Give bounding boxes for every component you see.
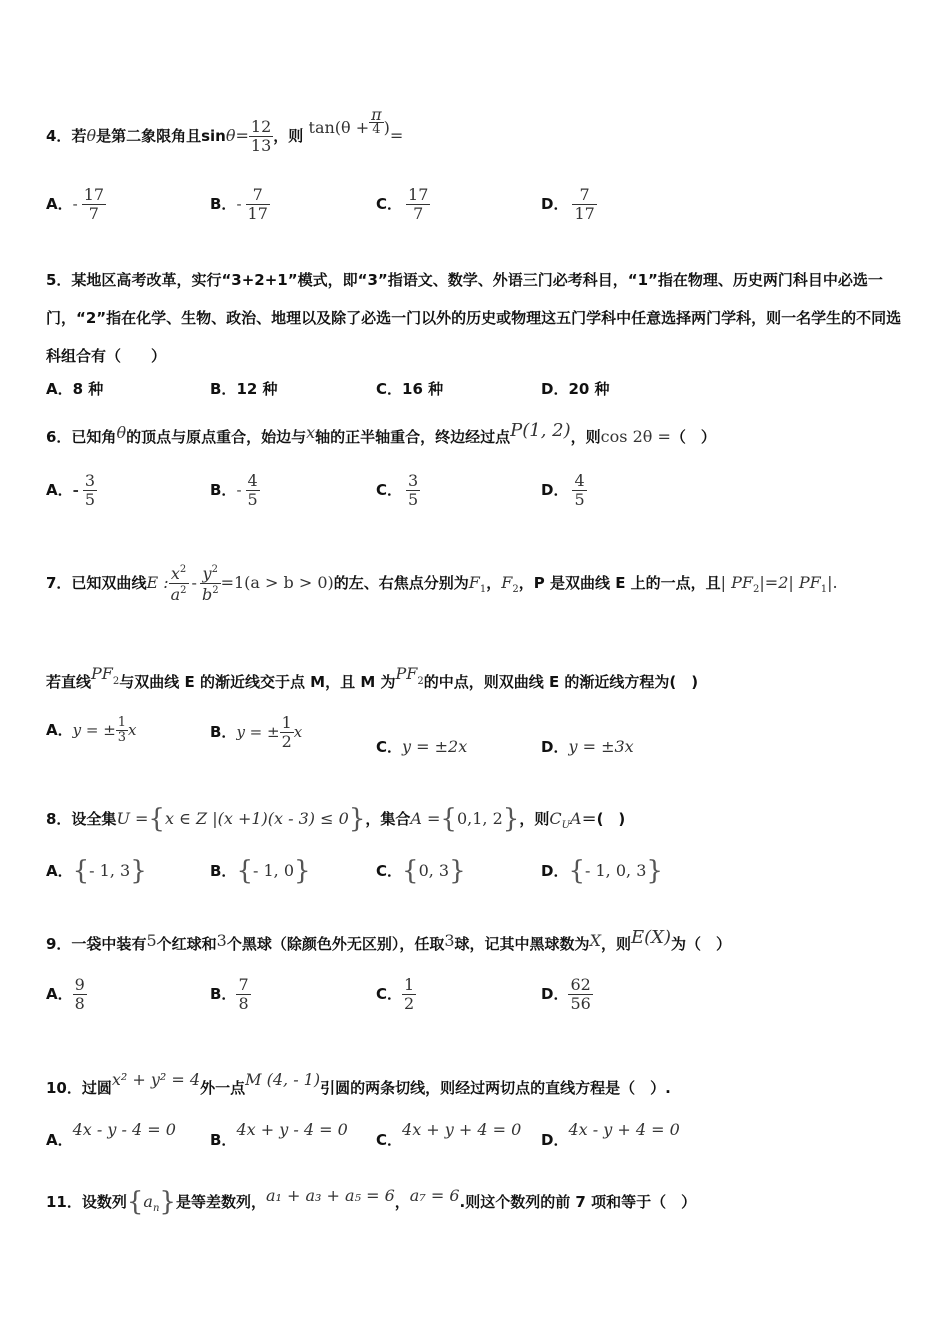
q7-option-a[interactable]: A．y = ± $\frac{1}{3}$ x: [46, 715, 137, 745]
q10-option-c[interactable]: C．4x + y + 4 = 0: [376, 1120, 522, 1149]
q6-option-a[interactable]: A．- $\frac{3}{5}$: [46, 471, 96, 509]
q8-option-d[interactable]: D．{- 1, 0, 3}: [541, 856, 663, 886]
q5-option-d[interactable]: D．20 种: [541, 380, 610, 398]
q8-option-c[interactable]: C．{0, 3}: [376, 856, 466, 886]
q4-option-b[interactable]: B．- $\frac{7}{17}$: [210, 185, 268, 223]
q9-option-b[interactable]: B． $\frac{7}{8}$: [210, 975, 249, 1013]
q8-option-a[interactable]: A．{- 1, 3}: [46, 856, 147, 886]
q6-option-c[interactable]: C． $\frac{3}{5}$: [376, 471, 419, 509]
question-11: 11．设数列$\{a_n\}$是等差数列，a₁ + a₃ + a₅ = 6，a₇ = 6.则这个数列的前 7 项和等于（ ）: [46, 1186, 697, 1217]
question-8: 8．设全集U ={x ∈ Z |(x +1)(x - 3) ≤ 0}，集合A ={0,1, 2}，则$C_UA=$( ): [46, 804, 626, 834]
q8-option-b[interactable]: B．{- 1, 0}: [210, 856, 311, 886]
q7-option-b[interactable]: B．y = ± $\frac{1}{2}$ x: [210, 713, 303, 751]
question-6: 6．已知角θ的顶点与原点重合，始边与x轴的正半轴重合，终边经过点P(1, 2)，则cos 2θ =（ ）: [46, 420, 716, 446]
q7-option-c[interactable]: C．y = ±2x: [376, 737, 468, 756]
question-10: 10．过圆x² + y² = 4外一点M (4, - 1)引圆的两条切线，则经过两切点的直线方程是（ ）.: [46, 1070, 671, 1097]
q9-option-a[interactable]: A． $\frac{9}{8}$: [46, 975, 85, 1013]
q10-option-d[interactable]: D．4x - y + 4 = 0: [541, 1120, 680, 1149]
q4-option-a[interactable]: A．- $\frac{17}{7}$: [46, 185, 105, 223]
question-7: 7．已知双曲线E : $\frac{x^2}{a^2}$ - $\frac{y^2}{b^2}$ =1(a > b > 0)的左、右焦点分别为$F_1$，$F_2$，P 是双曲线 E 上的一点，且| $PF_2|=2|$ $PF_1|$.: [46, 564, 838, 604]
question-5: 5．某地区高考改革，实行“3+2+1”模式，即“3”指语文、数学、外语三门必考科目，“1”指在物理、历史两门科目中必选一门，“2”指在化学、生物、政治、地理以及除了必选一门以外的历史或物理这五门学科中任意选择两门学科，则一名学生的不同选科组合有（ ）: [46, 271, 902, 365]
q7-option-d[interactable]: D．y = ±3x: [541, 737, 634, 756]
q9-option-c[interactable]: C． $\frac{1}{2}$: [376, 975, 415, 1013]
q5-option-b[interactable]: B．12 种: [210, 380, 278, 398]
q4-option-c[interactable]: C． $\frac{17}{7}$: [376, 185, 429, 223]
question-9: 9．一袋中装有5个红球和3个黑球（除颜色外无区别），任取3球，记其中黑球数为X，则E(X)为（ ）: [46, 927, 731, 953]
q5-option-c[interactable]: C．16 种: [376, 380, 444, 398]
question-7-line-2: 若直线$PF^2$与双曲线 E 的渐近线交于点 M，且 M 为$PF^2$的中点，则双曲线 E 的渐近线方程为( ): [46, 664, 699, 691]
fraction-12-13: $\frac{12}{13}$: [250, 117, 272, 155]
q9-option-d[interactable]: D． $\frac{62}{56}$: [541, 975, 591, 1013]
q4-option-d[interactable]: D． $\frac{7}{17}$: [541, 185, 595, 223]
q6-option-b[interactable]: B．- $\frac{4}{5}$: [210, 471, 258, 509]
q6-option-d[interactable]: D． $\frac{4}{5}$: [541, 471, 585, 509]
q10-option-b[interactable]: B．4x + y - 4 = 0: [210, 1120, 348, 1149]
q10-option-a[interactable]: A．4x - y - 4 = 0: [46, 1120, 176, 1149]
question-4: 4．若θ是第二象限角且sinθ= $\frac{12}{13}$ ，则 tan(θ + $\frac{\pi}{4}$ )=: [46, 105, 404, 155]
q5-option-a[interactable]: A．8 种: [46, 380, 104, 398]
